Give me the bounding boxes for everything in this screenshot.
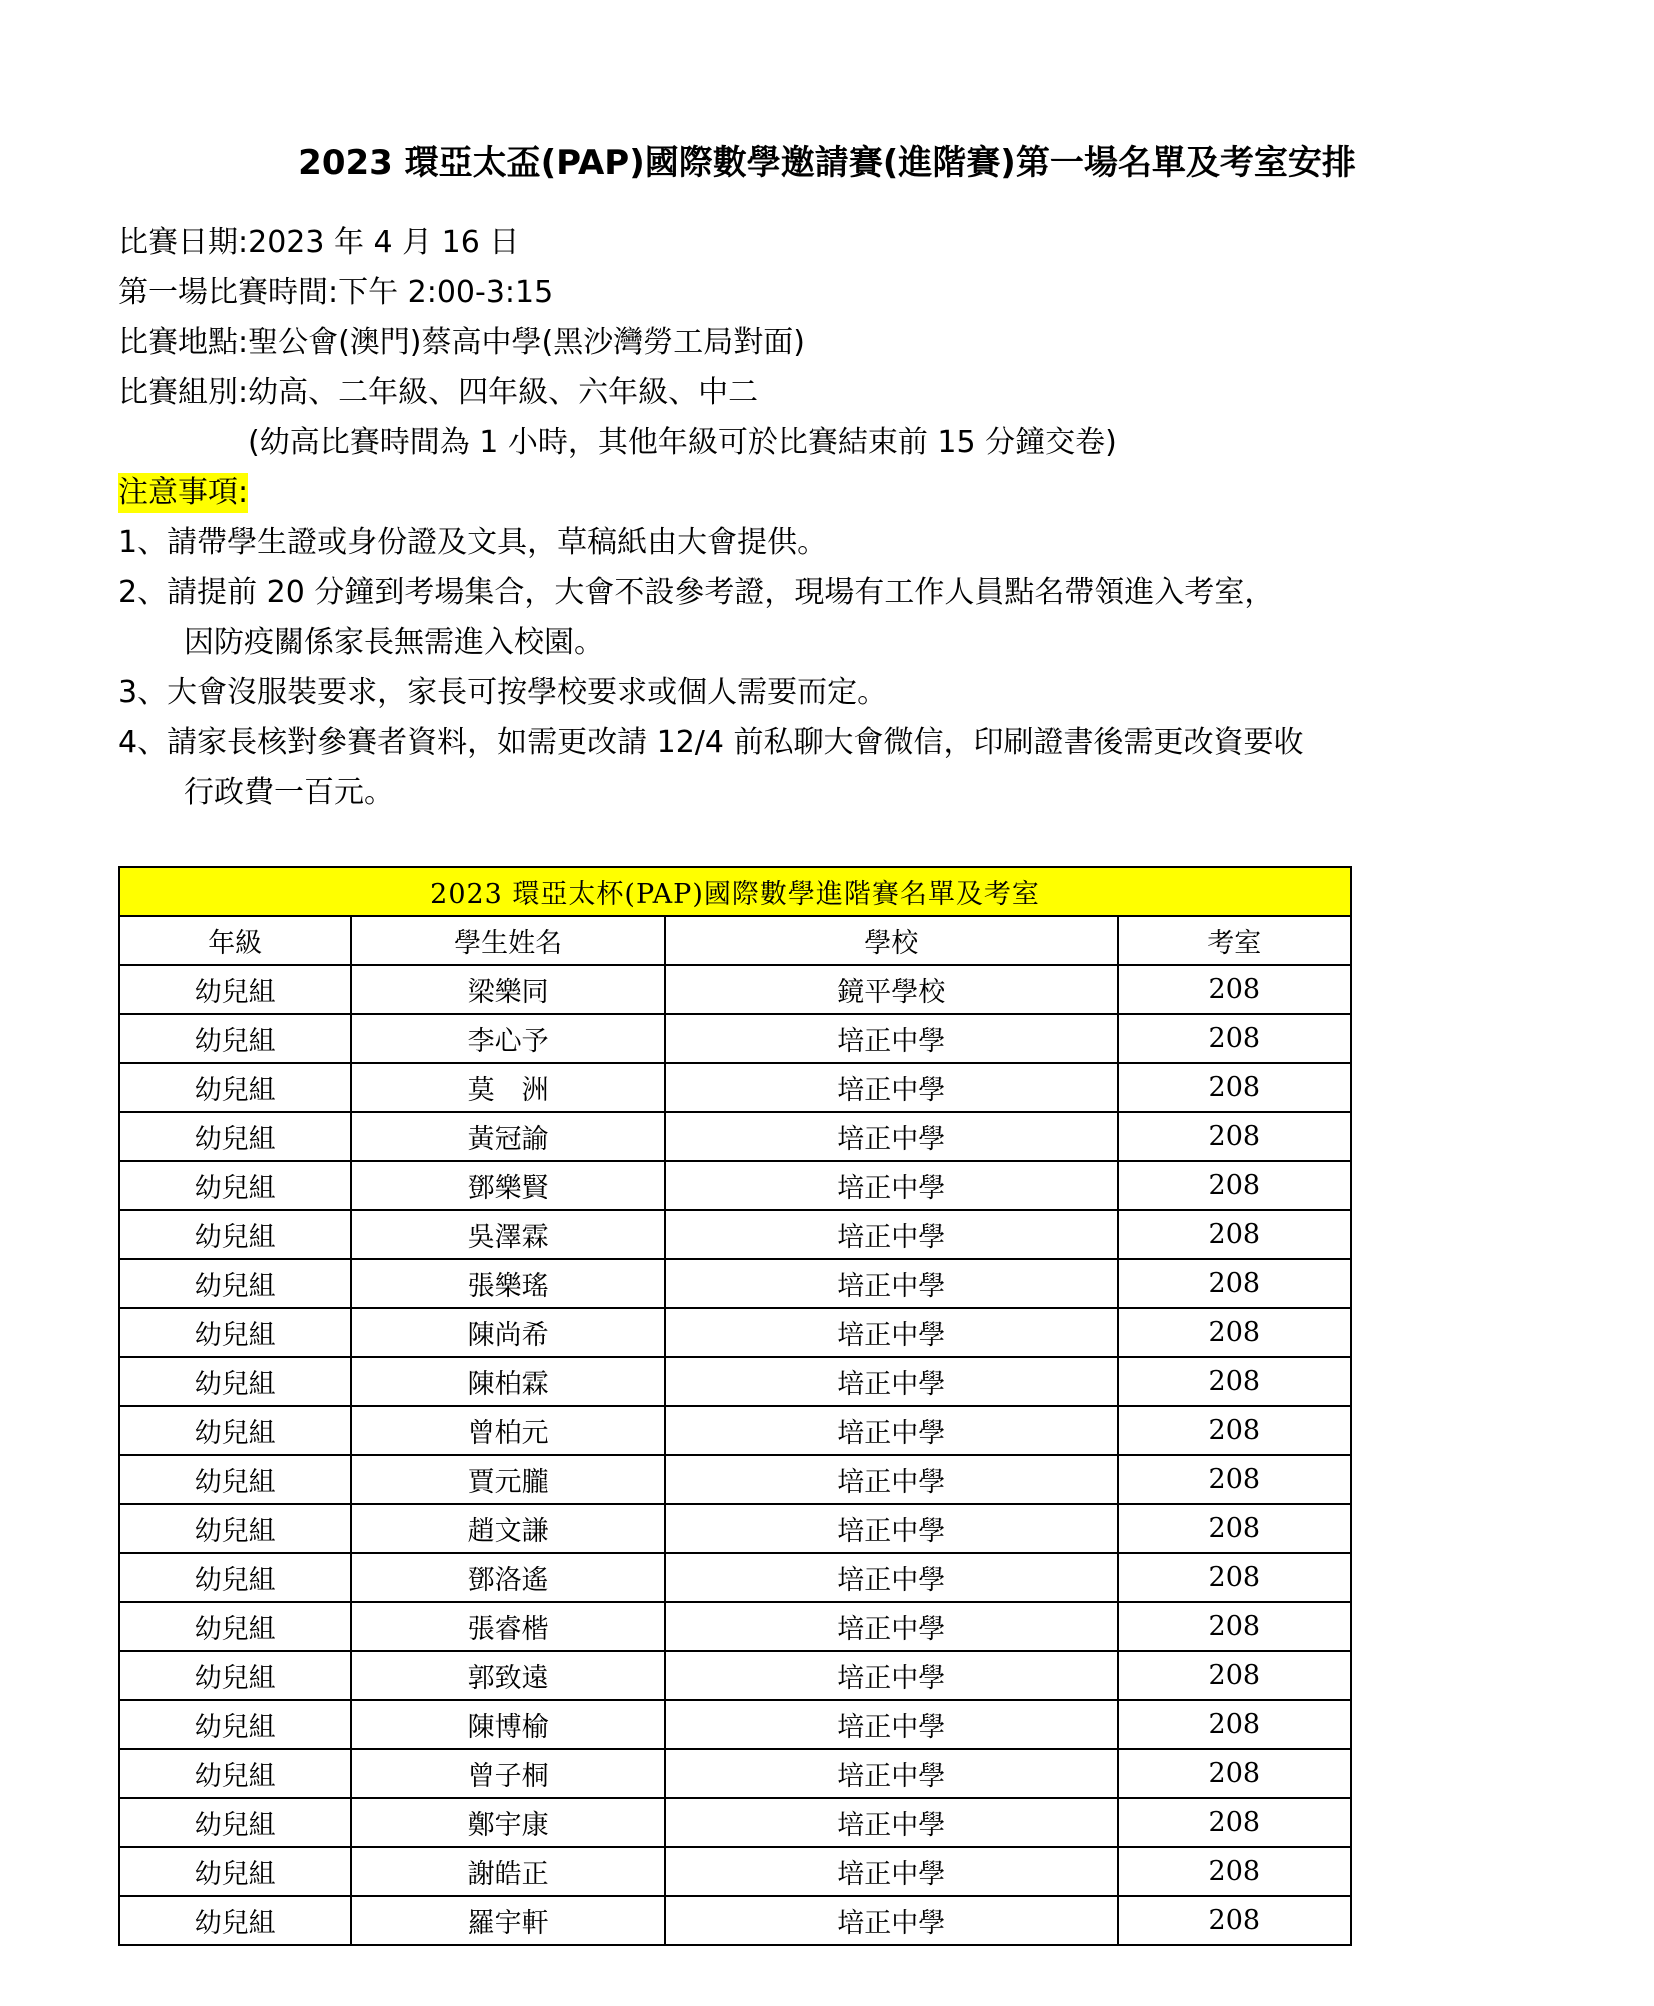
notice-item-1: 1、請帶學生證或身份證及文具，草稿紙由大會提供。 <box>118 525 828 560</box>
school-cell: 培正中學 <box>665 1798 1118 1847</box>
grade-cell: 幼兒組 <box>119 1161 351 1210</box>
school-cell: 培正中學 <box>665 1553 1118 1602</box>
school-cell: 培正中學 <box>665 1161 1118 1210</box>
header-school: 學校 <box>665 916 1118 965</box>
student-name-cell: 莫 洲 <box>351 1063 665 1112</box>
student-name-cell: 郭致遠 <box>351 1651 665 1700</box>
exam-room-cell: 208 <box>1118 1112 1351 1161</box>
table-row <box>119 1504 1351 1553</box>
table-header-row <box>119 916 1351 965</box>
table-row <box>119 1014 1351 1063</box>
grade-cell: 幼兒組 <box>119 965 351 1014</box>
school-cell: 培正中學 <box>665 1063 1118 1112</box>
competition-info <box>118 218 1418 818</box>
grade-cell: 幼兒組 <box>119 1847 351 1896</box>
notice-heading-line <box>118 468 1418 518</box>
table-row <box>119 1847 1351 1896</box>
grade-cell: 幼兒組 <box>119 1357 351 1406</box>
exam-room-cell: 208 <box>1118 1161 1351 1210</box>
exam-room-cell: 208 <box>1118 1651 1351 1700</box>
notice-item-2-continued: 因防疫關係家長無需進入校園。 <box>184 625 604 660</box>
school-cell: 培正中學 <box>665 1308 1118 1357</box>
notice-item-4: 4、請家長核對參賽者資料，如需更改請 12/4 前私聊大會微信，印刷證書後需更改資要收 <box>118 725 1304 760</box>
info-date: 比賽日期:2023 年 4 月 16 日 <box>118 225 520 260</box>
table-row <box>119 1063 1351 1112</box>
exam-room-cell: 208 <box>1118 1308 1351 1357</box>
table-row <box>119 1700 1351 1749</box>
student-name-cell: 張樂瑤 <box>351 1259 665 1308</box>
grade-cell: 幼兒組 <box>119 1210 351 1259</box>
student-name-cell: 陳柏霖 <box>351 1357 665 1406</box>
exam-room-cell: 208 <box>1118 1896 1351 1945</box>
student-name-cell: 黃冠諭 <box>351 1112 665 1161</box>
grade-cell: 幼兒組 <box>119 1014 351 1063</box>
exam-room-cell: 208 <box>1118 1406 1351 1455</box>
table-row <box>119 1357 1351 1406</box>
header-exam-room: 考室 <box>1118 916 1351 965</box>
student-name-cell: 陳尚希 <box>351 1308 665 1357</box>
student-name-cell: 謝皓正 <box>351 1847 665 1896</box>
student-name-cell: 鄧洛遙 <box>351 1553 665 1602</box>
grade-cell: 幼兒組 <box>119 1504 351 1553</box>
exam-room-cell: 208 <box>1118 1014 1351 1063</box>
exam-room-cell: 208 <box>1118 1357 1351 1406</box>
school-cell: 培正中學 <box>665 1749 1118 1798</box>
school-cell: 培正中學 <box>665 1112 1118 1161</box>
table-row <box>119 1259 1351 1308</box>
student-name-cell: 曾子桐 <box>351 1749 665 1798</box>
school-cell: 培正中學 <box>665 1700 1118 1749</box>
school-cell: 培正中學 <box>665 1406 1118 1455</box>
grade-cell: 幼兒組 <box>119 1602 351 1651</box>
grade-cell: 幼兒組 <box>119 1896 351 1945</box>
info-groups: 比賽組別:幼高、二年級、四年級、六年級、中二 <box>118 375 759 410</box>
exam-room-cell: 208 <box>1118 1553 1351 1602</box>
table-row <box>119 1455 1351 1504</box>
header-grade: 年級 <box>119 916 351 965</box>
notice-item-2: 2、請提前 20 分鐘到考場集合，大會不設參考證，現場有工作人員點名帶領進入考室， <box>118 575 1275 610</box>
table-row <box>119 1651 1351 1700</box>
school-cell: 培正中學 <box>665 1259 1118 1308</box>
grade-cell: 幼兒組 <box>119 1651 351 1700</box>
school-cell: 培正中學 <box>665 1014 1118 1063</box>
grade-cell: 幼兒組 <box>119 1749 351 1798</box>
table-row <box>119 1406 1351 1455</box>
notice-item-3: 3、大會沒服裝要求，家長可按學校要求或個人需要而定。 <box>118 675 888 710</box>
student-name-cell: 鄧樂賢 <box>351 1161 665 1210</box>
exam-room-cell: 208 <box>1118 1259 1351 1308</box>
grade-cell: 幼兒組 <box>119 1553 351 1602</box>
roster-table <box>118 866 1352 1946</box>
student-name-cell: 陳博榆 <box>351 1700 665 1749</box>
roster-body <box>119 965 1351 1945</box>
exam-room-cell: 208 <box>1118 1847 1351 1896</box>
table-row <box>119 1308 1351 1357</box>
school-cell: 培正中學 <box>665 1210 1118 1259</box>
grade-cell: 幼兒組 <box>119 1308 351 1357</box>
student-name-cell: 李心予 <box>351 1014 665 1063</box>
table-row <box>119 1798 1351 1847</box>
school-cell: 培正中學 <box>665 1602 1118 1651</box>
student-name-cell: 張睿楷 <box>351 1602 665 1651</box>
exam-room-cell: 208 <box>1118 965 1351 1014</box>
table-row <box>119 1602 1351 1651</box>
exam-room-cell: 208 <box>1118 1210 1351 1259</box>
table-caption: 2023 環亞太杯(PAP)國際數學進階賽名單及考室 <box>119 867 1351 916</box>
table-row <box>119 1112 1351 1161</box>
notice-label: 注意事項: <box>118 473 248 513</box>
exam-room-cell: 208 <box>1118 1798 1351 1847</box>
table-row <box>119 1749 1351 1798</box>
info-time: 第一場比賽時間:下午 2:00-3:15 <box>118 275 554 310</box>
school-cell: 培正中學 <box>665 1651 1118 1700</box>
school-cell: 培正中學 <box>665 1847 1118 1896</box>
info-duration-note: (幼高比賽時間為 1 小時，其他年級可於比賽結束前 15 分鐘交卷) <box>248 425 1117 460</box>
student-name-cell: 趙文謙 <box>351 1504 665 1553</box>
school-cell: 培正中學 <box>665 1896 1118 1945</box>
table-row <box>119 965 1351 1014</box>
grade-cell: 幼兒組 <box>119 1700 351 1749</box>
exam-room-cell: 208 <box>1118 1455 1351 1504</box>
student-name-cell: 曾柏元 <box>351 1406 665 1455</box>
exam-room-cell: 208 <box>1118 1504 1351 1553</box>
grade-cell: 幼兒組 <box>119 1406 351 1455</box>
info-venue: 比賽地點:聖公會(澳門)蔡高中學(黑沙灣勞工局對面) <box>118 325 805 360</box>
notice-item-4-continued: 行政費一百元。 <box>184 775 394 810</box>
document-title: 2023 環亞太盃(PAP)國際數學邀請賽(進階賽)第一場名單及考室安排 <box>298 143 1356 183</box>
school-cell: 培正中學 <box>665 1504 1118 1553</box>
student-name-cell: 鄭宇康 <box>351 1798 665 1847</box>
exam-room-cell: 208 <box>1118 1749 1351 1798</box>
exam-room-cell: 208 <box>1118 1063 1351 1112</box>
grade-cell: 幼兒組 <box>119 1259 351 1308</box>
grade-cell: 幼兒組 <box>119 1798 351 1847</box>
grade-cell: 幼兒組 <box>119 1063 351 1112</box>
school-cell: 培正中學 <box>665 1357 1118 1406</box>
school-cell: 培正中學 <box>665 1455 1118 1504</box>
student-name-cell: 吳澤霖 <box>351 1210 665 1259</box>
school-cell: 鏡平學校 <box>665 965 1118 1014</box>
grade-cell: 幼兒組 <box>119 1112 351 1161</box>
table-row <box>119 1210 1351 1259</box>
table-row <box>119 1553 1351 1602</box>
student-name-cell: 梁樂同 <box>351 965 665 1014</box>
table-row <box>119 1896 1351 1945</box>
exam-room-cell: 208 <box>1118 1602 1351 1651</box>
table-row <box>119 1161 1351 1210</box>
header-student-name: 學生姓名 <box>351 916 665 965</box>
grade-cell: 幼兒組 <box>119 1455 351 1504</box>
exam-room-cell: 208 <box>1118 1700 1351 1749</box>
student-name-cell: 羅宇軒 <box>351 1896 665 1945</box>
table-caption-row <box>119 867 1351 916</box>
student-name-cell: 賈元朧 <box>351 1455 665 1504</box>
